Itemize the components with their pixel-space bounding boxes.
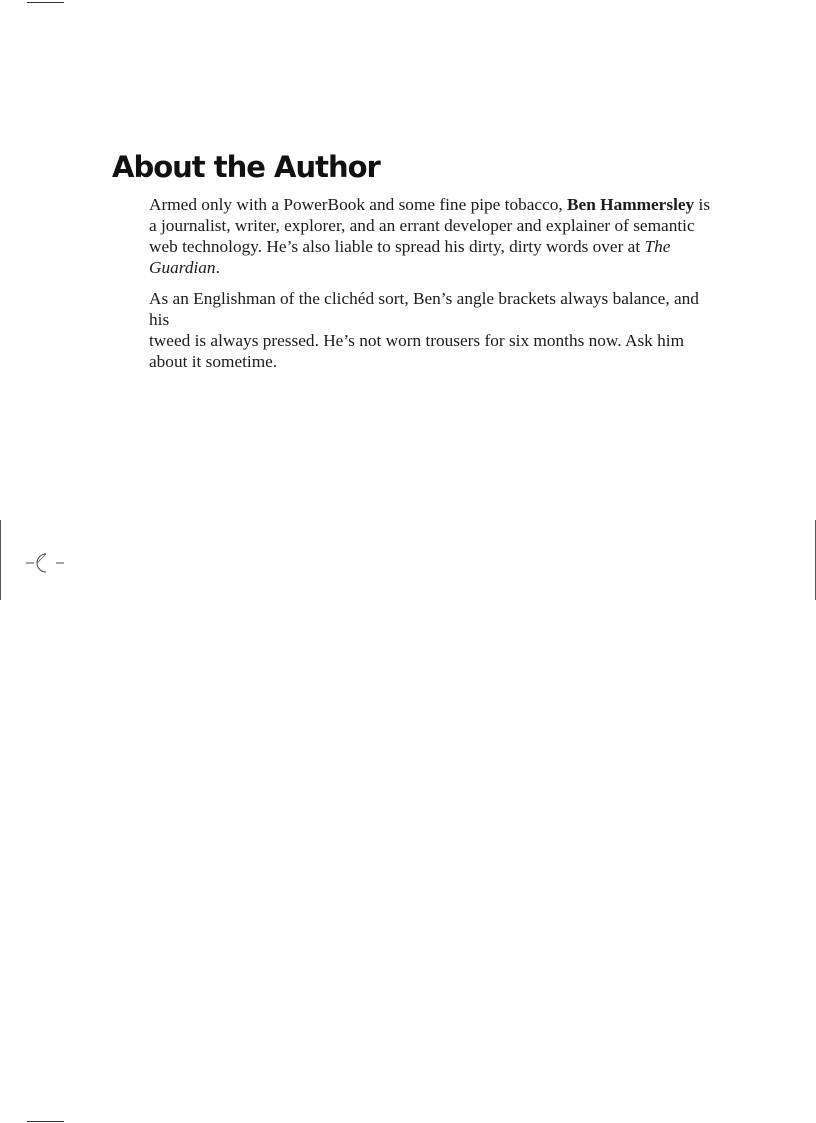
personal-line-2: tweed is always pressed. He’s not worn trousers for six months now. Ask him: [149, 331, 685, 350]
bio-end-punctuation: .: [215, 258, 220, 277]
crop-mark-bottom-left: [27, 1121, 64, 1122]
paragraph-bio: [149, 194, 712, 278]
personal-line-3: about it sometime.: [149, 352, 278, 371]
section-heading: About the Author: [112, 150, 380, 184]
about-author-section: [112, 146, 712, 382]
bio-intro-text: Armed only with a PowerBook and some fine pipe tobacco,: [149, 195, 568, 214]
section-body: [149, 194, 712, 372]
bio-description-text: is a journalist, writer, explorer, and an errant developer and explainer of semantic web technology. He’s also liable to spread his dirty, dirty words over at: [149, 195, 711, 256]
personal-line-1: As an Englishman of the clichéd sort, Ben’s angle brackets always balance, and his: [149, 289, 699, 329]
paragraph-personal: [149, 288, 712, 372]
crop-mark-top-left: [27, 2, 64, 3]
page-edge-left: [0, 520, 1, 600]
publication-name: The Guardian: [149, 237, 671, 277]
registration-mark-icon: [26, 550, 66, 576]
author-name: Ben Hammersley: [567, 195, 695, 214]
